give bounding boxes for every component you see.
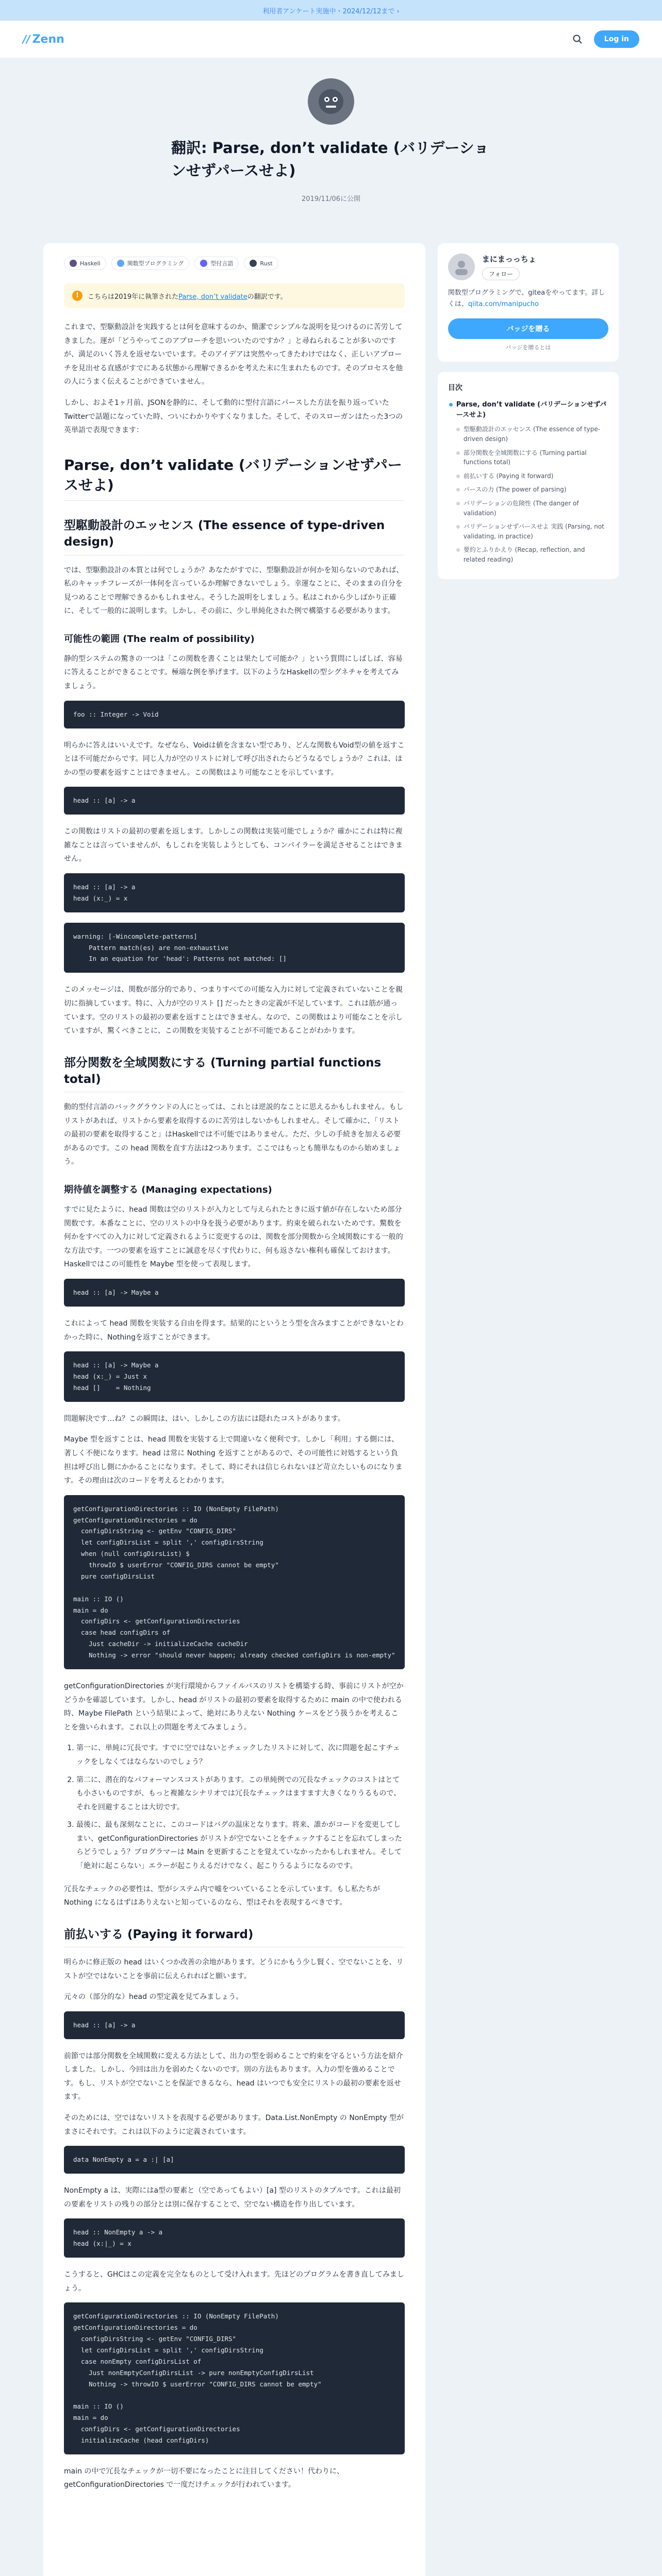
tag-haskell[interactable]	[64, 257, 106, 270]
toc-item[interactable]: 部分関数を全域関数にする (Turning partial functions total)	[448, 448, 608, 467]
article-body	[43, 243, 425, 2576]
paragraph: 前節では部分関数を全域関数に変える方法として、出力の型を弱めることで約束を守るという方法を紹介しました。しかし、今回は出力を弱めたくないのです。別の方法もあります。入力の型を強めることです。もし、リストが空でないことを保証できるなら、head はいつでも安全にリストの最初の要素を返せます。	[64, 2052, 403, 2102]
paragraph: すでに見たように、head 関数は空のリストが入力として与えられたときに返す値が存在しないため部分関数です。本番なことに、空のリストの中身を扱う必要があります。約束を破られないためです。驚数を何かをすべての入力に対して定義されるように変更するのは、関数を部分関数から全域関数にする一般的な方法です。一つの要素を返すことに誠意を尽くす代わりに、何も返さない権利も確保しておけます。Haskellではこの可能性を Maybe 型を使って表現します。	[64, 1206, 403, 1269]
paragraph: そのためには、空ではないリストを表現する必要があります。Data.List.NonEmpty の NonEmpty 型がまさにそれです。これは以下のように定義されています。	[64, 2114, 404, 2136]
paragraph: 問題解決です…ね？この瞬間は、はい、しかしこの方法には隠れたコストがあります。	[64, 1414, 345, 1423]
section-heading: 前払いする (Paying it forward)	[64, 1926, 405, 1947]
notice-text	[88, 291, 287, 301]
paragraph: NonEmpty a は、実際にはa型の要素と（空であってもよい）[a] 型のリストのタプルです。これは最初の要素をリストの残りの部分とは別に保存することで、空でない構造を作り出しています。	[64, 2187, 401, 2209]
code-block: data NonEmpty a = a :| [a]	[64, 2146, 405, 2174]
code-block: head :: NonEmpty a -> a head (x:|_) = x	[64, 2218, 405, 2258]
author-bio	[448, 287, 608, 310]
zenn-logo[interactable]	[23, 33, 64, 46]
topic-tags	[64, 257, 405, 270]
tag-label: 関数型プログラミング	[127, 260, 184, 267]
author-info	[448, 253, 608, 280]
published-date: 2019/11/06に公開	[302, 195, 360, 203]
author-card	[438, 243, 619, 362]
list-item: 2. 第二に、潜在的なパフォーマンスコストがあります。この単純例での冗長なチェックのコストはとても小さいものですが、もっと複雑なシナリオでは冗長なチェックはますます大きくなりうるもので、それを回避することは大切です。	[76, 1773, 405, 1815]
toc-item[interactable]: 型駆動設計のエッセンス (The essence of type-driven design)	[448, 425, 608, 444]
tag-label: 型付言語	[210, 260, 234, 267]
paragraph: では、型駆動設計の本質とは何でしょうか？あなたがすでに、型駆動設計が何かを知らないのであれば、私のキャッチフレーズが一体何を言っているか理解できないでしょう。幸運なことに、そのままの自分を見つめることで理解できるかもしれません。そうした説明をしましょう。私はこれから少しばかり正確に、そして一般的に説明します。しかし、その前に、少し単純化された例で構築する必要があります。	[64, 566, 404, 616]
subsection-heading: 期待値を調整する (Managing expectations)	[64, 1184, 272, 1196]
notice-suffix: の翻訳です。	[247, 293, 287, 301]
paragraph: Maybe 型を返すことは、head 関数を実装する上で間違いなく便利です。しかし「利用」する側には、著しく不便になります。head は常に Nothing を返すことがあるので、その可能性に対処するという負担は呼び出し側にかかることになります。そして、時にそれは信じられないほど苛立たしいものになります。その理由は次のコードを考えるとわかります。	[64, 1435, 403, 1485]
code-block: head :: [a] -> Maybe a	[64, 1279, 405, 1307]
code-block: getConfigurationDirectories :: IO (NonEmpty FilePath) getConfigurationDirectories = do configDirsString <- getEnv "CONFIG_DIRS" let configDirsList = split ',' configDirsString when (null configDirsList) $ throwIO $ userError "CONFIG_DIRS cannot be empty" pure configDirsList main :: IO () main = do configDirs <- getConfigurationDirectories case head configDirs of Just cacheDir -> initializeCache cacheDir Nothing -> error "should never happen; already checked configDirs is non-empty"	[64, 1495, 405, 1669]
tag-label: Rust	[260, 260, 273, 267]
toc-item[interactable]: Parse, don’t validate (バリデーションせずパースせよ)	[448, 400, 608, 420]
problem-list	[76, 1741, 405, 1873]
search-button[interactable]	[568, 30, 587, 48]
bio-link[interactable]: qiita.com/manipucho	[468, 300, 539, 309]
paragraph: getConfigurationDirectories が実行環境からファイルパスのリストを構築する時、事前にリストが空かどうかを確認しています。しかし、head がリストの最初の要素を取得するために main の中で使われる時、Maybe FilePath という結果によって、絶対にありえない Nothing ケースをどう扱うかを考えることを強いられます。これ以上の問題を考えてみましょう。	[64, 1682, 404, 1732]
toc-item[interactable]: 前払いする (Paying it forward)	[448, 471, 608, 481]
code-block: head :: [a] -> Maybe a head (x:_) = Just x head [] = Nothing	[64, 1351, 405, 1402]
tag-label: Haskell	[80, 260, 101, 267]
paragraph: このメッセージは、関数が部分的であり、つまりすべての可能な入力に対して定義されていないことを親切に指摘しています。特に、入力が空のリスト [] だったときの定義が不足しています。これは筋が通っています。空のリストの最初の要素を返すことはできません。なので、この関数はより可能なことを示していますが、驚くべきことに、この関数を実装することが不可能であることがわかります。	[64, 986, 403, 1036]
code-block: foo :: Integer -> Void	[64, 701, 405, 728]
main-layout	[0, 243, 662, 2576]
paragraph: これによって head 関数を実装する自由を得ます。結果的にというとう型を含みますことができないとわかった時に、Nothingを返すことができます。	[64, 1319, 404, 1342]
top-navigation	[0, 21, 662, 58]
paragraph: こうすると、GHCはこの定義を完全なものとして受け入れます。先ほどのプログラムを書き直してみましょう。	[64, 2270, 404, 2293]
fp-tag-icon	[117, 260, 124, 267]
article-header	[0, 58, 662, 243]
avatar-icon	[453, 258, 470, 276]
list-item: 1. 第一に、単純に冗長です。すでに空ではないとチェックしたリストに対して、次に問題を起こすチェックをしなくてはならないのでしょう？	[76, 1741, 405, 1769]
article-title: 翻訳: Parse, don’t validate (バリデーションせずパースせよ)	[171, 139, 489, 179]
paragraph: main の中で冗長なチェックが一切不要になったことに注目してください！代わりに、getConfigurationDirectories で一度だけチェックが行われています。	[64, 2467, 344, 2489]
sidebar	[438, 243, 619, 2576]
code-block: head :: [a] -> a head (x:_) = x	[64, 873, 405, 912]
translation-notice	[64, 283, 405, 308]
section-heading: Parse, don’t validate (バリデーションせずパースせよ)	[64, 455, 405, 501]
search-icon	[572, 34, 583, 44]
login-button[interactable]: Log in	[594, 30, 639, 48]
bio-text: 関数型プログラミングで、giteaをやってます。詳しくは、	[448, 289, 605, 309]
zenn-logo-icon: //	[23, 33, 30, 45]
intro-paragraph: しかし、およそ1ヶ月前、JSONを静的に、そして動的に型付言語にパースした方法を振り返っていたTwitterで話題になっていた時、ついにわかりやすくなりました。そして、そのスローガンはたった3つの英単語で表現できます：	[64, 398, 403, 435]
follow-button[interactable]: フォロー	[482, 267, 520, 280]
code-block: getConfigurationDirectories :: IO (NonEmpty FilePath) getConfigurationDirectories = do configDirsString <- getEnv "CONFIG_DIRS" let configDirsList = split ',' configDirsString case nonEmpty configDirsList of Just nonEmptyConfigDirsList -> pure nonEmptyConfigDirsList Nothing -> throwIO $ userError "CONFIG_DIRS cannot be empty" main :: IO () main = do configDirs <- getConfigurationDirectories initializeCache (head configDirs)	[64, 2302, 405, 2454]
announcement-banner[interactable]	[0, 0, 662, 21]
paragraph: 元々の（部分的な）head の型定義を見てみましょう。	[64, 1993, 243, 2002]
table-of-contents	[438, 372, 619, 579]
toc-item[interactable]: バリデーションせずパースせよ 実践 (Parsing, not validating, in practice)	[448, 522, 608, 541]
tag-typed-language[interactable]	[194, 257, 239, 270]
toc-item[interactable]: パースの力 (The power of parsing)	[448, 485, 608, 495]
paragraph: 明らかに修正版の head はいくつか改善の余地があります。どうにかもう少し賢く、空でないことを、リストが空ではないことを事前に伝えられればと願います。	[64, 1958, 404, 1980]
section-heading: 型駆動設計のエッセンス (The essence of type-driven design)	[64, 517, 405, 555]
paragraph: 静的型システムの驚きの一つは「この関数を書くことは果たして可能か？」という質問にしばしば、容易に答えることができることです。極端な例を挙げます。以下のようなHaskellの型シグネチャを考えてみましょう。	[64, 654, 403, 691]
paragraph: 動的型付言語のバックグラウンドの人にとっては、これとは逆説的なことに思えるかもしれません。もしリストがあれば、リストから要素を取得するのに苦労はしないかもしれません。そして確かに、「リストの最初の要素を取得すること」はHaskellでは不可能ではありません。ただ、少しの手続きを加える必要があるのです。この head 関数を直す方法は2つあります。ここではもっとも簡単なものから始めましょう。	[64, 1103, 404, 1166]
section-heading: 部分関数を全域関数にする (Turning partial functions total)	[64, 1055, 405, 1092]
paragraph: 冗長なチェックの必要性は、型がシステム内で嘘をついていることを示しています。もし私たちが Nothing になるはずはありえないと知っているのなら、型はそれを表現するべきです。	[64, 1885, 380, 1907]
article-emoji-icon	[308, 78, 354, 125]
author-avatar[interactable]	[448, 253, 475, 280]
haskell-tag-icon	[70, 260, 77, 267]
author-name[interactable]: まにまっっちょ	[482, 255, 536, 264]
compiler-warning-block: warning: [-Wincomplete-patterns] Pattern match(es) are non-exhaustive In an equation for 'head': Patterns not matched: []	[64, 923, 405, 973]
code-block: head :: [a] -> a	[64, 787, 405, 815]
intro-paragraph: これまで、型駆動設計を実践するとは何を意味するのか、簡潔でシンプルな説明を見つけるのに苦労してきました。運が「どうやってこのアプローチを思いついたのですか？」と尋ねられることが多いのですが、満足のいく答えを返せないでいます。そのアイデアは突然やってきたわけではなく、正しいアプローチを見出せる直感がすでにある状態から理解できるかを考えた末に生まれたものです。そのプロセスを他の人にうまく伝えることができていません。	[64, 323, 403, 386]
tag-functional-programming[interactable]	[111, 257, 190, 270]
original-article-link[interactable]: Parse, don’t validate	[178, 293, 247, 301]
list-item: 3. 最後に、最も深刻なことに、このコードはバグの温床となります。将来、誰かがコードを変更してしまい、getConfigurationDirectories がリストが空でないことをチェックすることを忘れてしまったらどうでしょう？プログラマーは Main を更新することを覚えていなかったかもしれません。そして「絶対に起こらない」エラーが起こりえるだけでなく、起こりうるようになるのです。	[76, 1818, 405, 1873]
zenn-logo-text: Zenn	[32, 32, 64, 46]
code-block: head :: [a] -> a	[64, 2011, 405, 2039]
banner-text[interactable]: 利用者アンケート実施中・2024/12/12まで ›	[262, 7, 400, 15]
paragraph: 明らかに答えはいいえです。なぜなら、Voidは値を含まない型であり、どんな関数もVoid型の値を返すことは不可能だからです。同じ人力が空のリストに対して呼び出されたらどうなるでしょうか？これは、ほかの型の要素を返すことはできません。この関数はより可能なことを示しています。	[64, 741, 405, 777]
typed-tag-icon	[200, 260, 207, 267]
notice-prefix: こちらは2019年に執筆された	[88, 293, 179, 301]
toc-item[interactable]: 要約とふりかえり (Recap, reflection, and related reading)	[448, 545, 608, 564]
paragraph: この関数はリストの最初の要素を返します。しかしこの関数は実装可能でしょうか？確かにこれは特に複雑なことは言っていませんが、もしこれを実装しようとしても、コンパイラーを満足させることはできません。	[64, 827, 403, 863]
tag-rust[interactable]	[244, 257, 278, 270]
badge-help-link[interactable]: バッジを贈るとは	[505, 344, 551, 351]
info-icon: !	[72, 291, 82, 301]
send-badge-button[interactable]: バッジを贈る	[448, 318, 608, 339]
subsection-heading: 可能性の範囲 (The realm of possibility)	[64, 633, 255, 645]
toc-item[interactable]: バリデーションの危険性 (The danger of validation)	[448, 499, 608, 518]
toc-title: 目次	[448, 384, 462, 393]
rust-tag-icon	[250, 260, 257, 267]
